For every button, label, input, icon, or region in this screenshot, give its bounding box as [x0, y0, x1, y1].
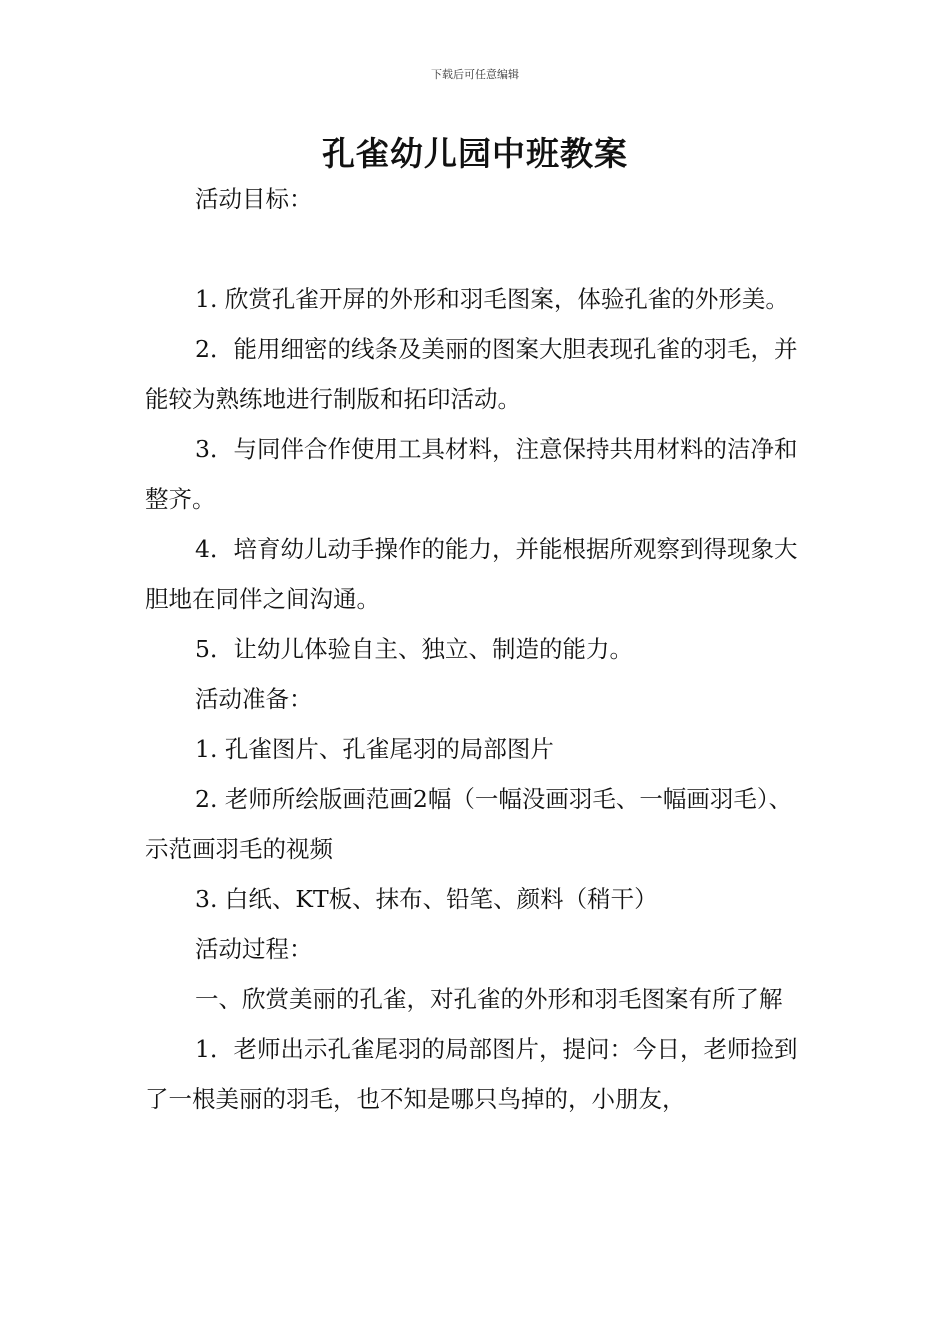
objective-item: 4．培育幼儿动手操作的能力，并能根据所观察到得现象大胆地在同伴之间沟通。 [145, 535, 798, 613]
objective-item: 5．让幼儿体验自主、独立、制造的能力。 [195, 635, 633, 663]
preparation-item: 1. 孔雀图片、孔雀尾羽的局部图片 [195, 735, 554, 763]
objective-item: 3．与同伴合作使用工具材料，注意保持共用材料的洁净和整齐。 [145, 435, 798, 513]
objective-item: 2．能用细密的线条及美丽的图案大胆表现孔雀的羽毛，并能较为熟练地进行制版和拓印活动。 [145, 335, 798, 413]
objective-item: 1. 欣赏孔雀开屏的外形和羽毛图案，体验孔雀的外形美。 [195, 285, 789, 313]
section-heading-preparation: 活动准备： [195, 685, 313, 713]
process-step-item: 1．老师出示孔雀尾羽的局部图片，提问：今日，老师捡到了一根美丽的羽毛，也不知是哪只鸟掉的，小朋友， [145, 1035, 798, 1113]
section-heading-process: 活动过程： [195, 935, 313, 963]
document-title: 孔雀幼儿园中班教案 [322, 134, 628, 173]
document-body [145, 174, 815, 1124]
preparation-item: 2. 老师所绘版画范画2幅（一幅没画羽毛、一幅画羽毛）、示范画羽毛的视频 [145, 785, 793, 863]
preparation-item: 3. 白纸、KT板、抹布、铅笔、颜料（稍干） [195, 885, 658, 913]
header-note: 下载后可任意编辑 [431, 68, 519, 81]
process-step-heading: 一、欣赏美丽的孔雀，对孔雀的外形和羽毛图案有所了解 [195, 985, 783, 1013]
section-heading-objectives: 活动目标： [195, 185, 313, 213]
